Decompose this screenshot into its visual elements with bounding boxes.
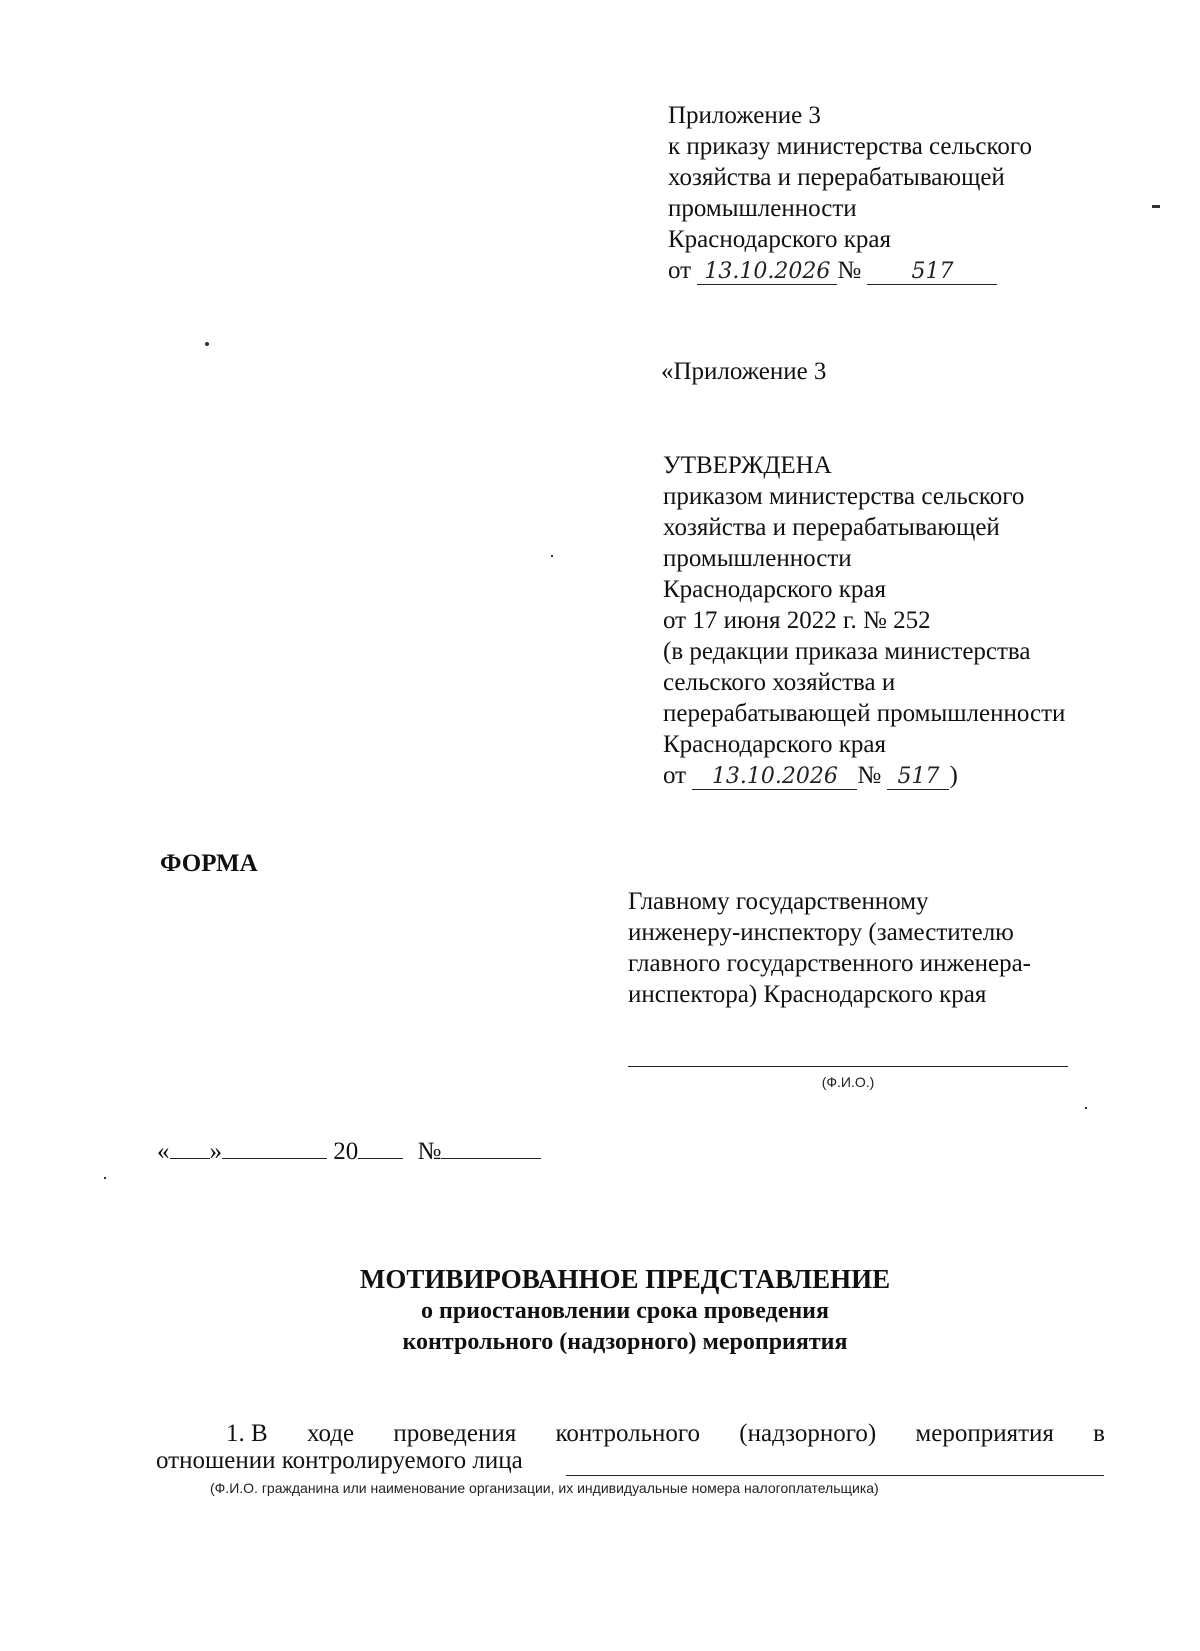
scan-speck <box>205 342 209 346</box>
paragraph-word: мероприятия <box>915 1420 1054 1447</box>
addressee-line: Главному государственному <box>628 888 929 915</box>
approved-block <box>663 450 1065 791</box>
annex-line: Краснодарского края <box>668 226 891 253</box>
paragraph-line-2-text: отношении контролируемого лица <box>156 1447 523 1474</box>
addressee-line: главного государственного инженера- <box>628 950 1031 977</box>
scan-speck <box>1085 1107 1087 1109</box>
controlled-person-field[interactable] <box>566 1475 1104 1476</box>
title-sub-1: о приостановлении срока проведения <box>421 1298 829 1324</box>
approved-line: Краснодарского края <box>663 576 886 603</box>
annex-line: хозяйства и перерабатывающей <box>668 164 1005 191</box>
paragraph-word: ходе <box>306 1420 355 1447</box>
title-sub-2: контрольного (надзорного) мероприятия <box>402 1329 848 1355</box>
approved-number-label: № <box>857 762 882 789</box>
approved-line: промышленности <box>663 545 852 572</box>
controlled-person-caption: (Ф.И.О. гражданина или наименование организации, их индивидуальные номера налогоплательщика) <box>210 1480 879 1496</box>
approved-date-line <box>663 760 1065 791</box>
approved-date-prefix: от <box>663 762 687 789</box>
approved-line: перерабатывающей промышленности <box>663 700 1066 727</box>
addressee-line: инспектора) Краснодарского края <box>628 981 987 1008</box>
year-prefix: 20 <box>333 1138 359 1165</box>
approved-line: сельского хозяйства и <box>663 669 896 696</box>
approved-line: Краснодарского края <box>663 731 886 758</box>
quoted-annex-title: «Приложение 3 <box>661 358 827 385</box>
title-main: МОТИВИРОВАННОЕ ПРЕДСТАВЛЕНИЕ <box>359 1264 891 1294</box>
month-field[interactable] <box>222 1158 327 1159</box>
approved-line: хозяйства и перерабатывающей <box>663 514 1000 541</box>
form-label: ФОРМА <box>160 850 258 877</box>
addressee-name-line[interactable] <box>628 1066 1068 1067</box>
approved-line: от 17 июня 2022 г. № 252 <box>663 607 931 634</box>
addressee-name-caption: (Ф.И.О.) <box>821 1074 875 1090</box>
annex-line: промышленности <box>668 195 857 222</box>
year-field[interactable] <box>358 1158 403 1159</box>
date-open-quote: « <box>157 1138 170 1165</box>
approved-close-paren: ) <box>949 762 958 789</box>
annex-date-prefix: от <box>668 257 692 284</box>
approved-line: (в редакции приказа министерства <box>663 638 1031 665</box>
annex-block <box>668 100 1032 286</box>
approved-date-handwritten: 13.10.2026 <box>692 765 857 790</box>
paragraph-word: контрольного <box>555 1420 701 1447</box>
paragraph-1-line-1 <box>226 1420 1105 1448</box>
annex-number-handwritten: 517 <box>867 260 997 285</box>
paragraph-word: в <box>1093 1420 1105 1447</box>
annex-date-handwritten: 13.10.2026 <box>697 260 837 285</box>
document-title <box>200 1262 1050 1358</box>
scan-speck <box>551 555 553 557</box>
scan-speck <box>1152 205 1160 208</box>
paragraph-1-line-2 <box>156 1447 523 1475</box>
addressee-line: инженеру-инспектору (заместителю <box>628 919 1014 946</box>
date-number-label: № <box>417 1138 442 1165</box>
approved-number-handwritten: 517 <box>887 765 949 790</box>
annex-line: к приказу министерства сельского <box>668 133 1033 160</box>
scan-speck <box>104 1177 106 1179</box>
date-close-quote: » <box>209 1138 222 1165</box>
annex-date-line <box>668 255 1032 286</box>
paragraph-word: (надзорного) <box>739 1420 877 1447</box>
paragraph-word: проведения <box>393 1420 517 1447</box>
annex-number-label: № <box>837 257 862 284</box>
approved-line: приказом министерства сельского <box>663 483 1025 510</box>
annex-title: Приложение 3 <box>668 102 821 129</box>
number-field[interactable] <box>441 1158 541 1159</box>
addressee-block <box>628 886 1031 1010</box>
date-number-line <box>157 1138 541 1166</box>
day-field[interactable] <box>170 1158 210 1159</box>
paragraph-word: 1. В <box>226 1420 268 1447</box>
approved-heading: УТВЕРЖДЕНА <box>663 452 832 479</box>
